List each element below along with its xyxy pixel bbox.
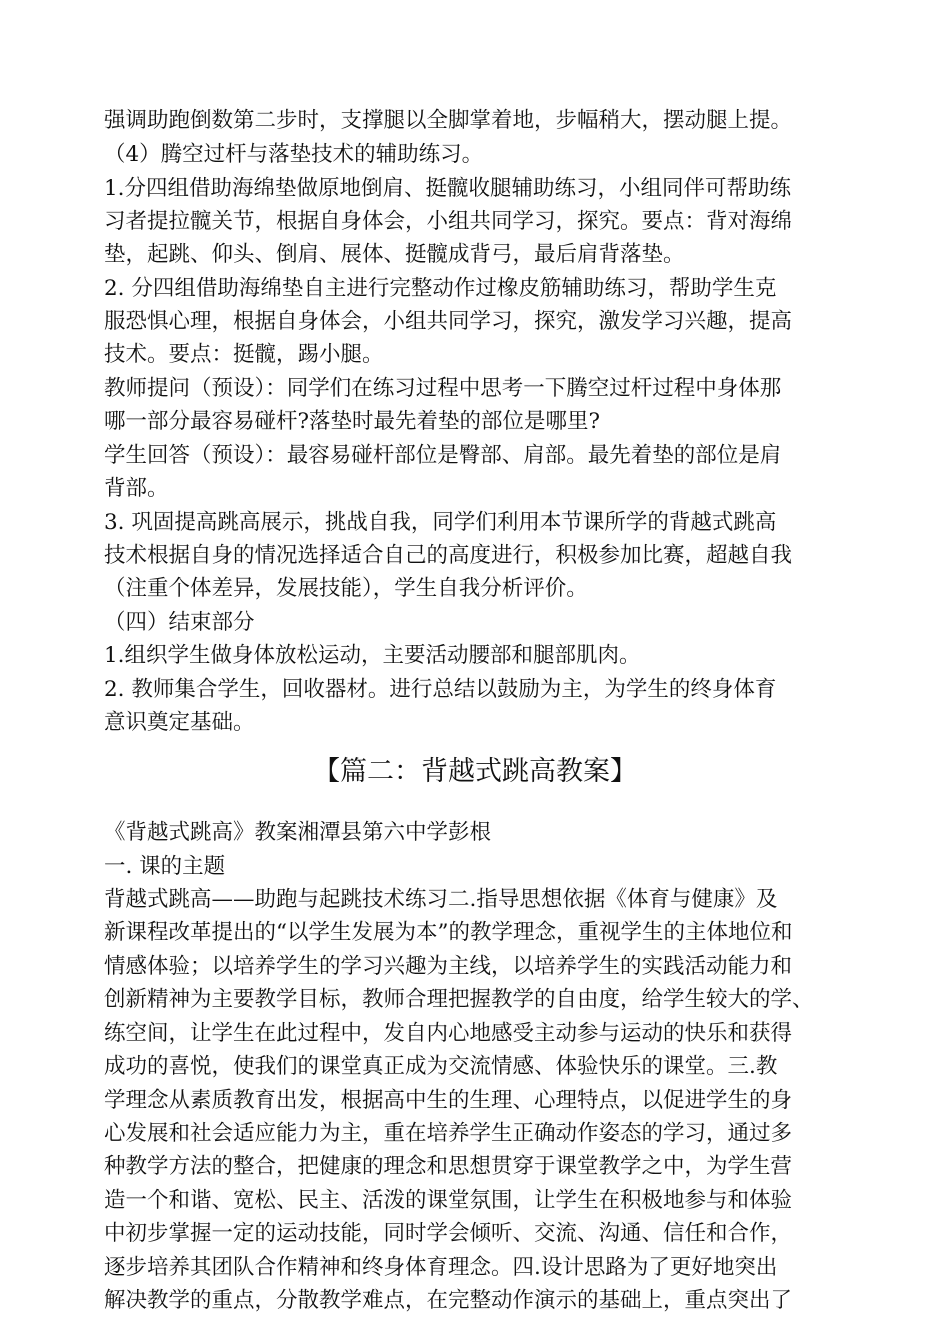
text-line: 强调助跑倒数第二步时，支撑腿以全脚掌着地，步幅稍大，摆动腿上提。 [104,108,793,133]
text-line: （4）腾空过杆与落垫技术的辅助练习。 [104,142,484,167]
text-line: 教师提问（预设）：同学们在练习过程中思考一下腾空过杆过程中身体那 [104,376,782,401]
text-line: 种教学方法的整合，把健康的理念和思想贯穿于课堂教学之中，为学生营 [104,1154,793,1179]
text-line: 成功的喜悦，使我们的课堂真正成为交流情感、体验快乐的课堂。三.教 [104,1054,778,1079]
text-line: 垫，起跳、仰头、倒肩、展体、挺髋成背弓，最后肩背落垫。 [104,242,685,267]
text-line: 造一个和谐、宽松、民主、活泼的课堂氛围，让学生在积极地参与和体验 [104,1188,793,1213]
text-line: 哪一部分最容易碰杆?落垫时最先着垫的部位是哪里? [104,409,601,434]
text-line: （注重个体差异，发展技能），学生自我分析评价。 [104,576,588,601]
text-line: （四）结束部分 [104,610,255,635]
section-heading: 【篇二：背越式跳高教案】 [313,756,637,787]
text-line: 新课程改革提出的“以学生发展为本”的教学理念，重视学生的主体地位和 [104,920,793,945]
text-line: 学生回答（预设）：最容易碰杆部位是臀部、肩部。最先着垫的部位是肩 [104,443,782,468]
text-line: 背越式跳高——助跑与起跳技术练习二.指导思想依据《体育与健康》及 [104,887,778,912]
text-line: 技术根据自身的情况选择适合自己的高度进行，积极参加比赛，超越自我 [104,543,793,568]
text-line: 情感体验；以培养学生的学习兴趣为主线，以培养学生的实践活动能力和 [104,954,793,979]
text-line: 习者提拉髋关节，根据自身体会，小组共同学习，探究。要点：背对海绵 [104,209,793,234]
text-line: 1.组织学生做身体放松运动，主要活动腰部和腿部肌肉。 [104,643,641,668]
text-line: 技术。要点：挺髋，踢小腿。 [104,342,384,367]
text-line: 解决教学的重点，分散教学难点，在完整动作演示的基础上，重点突出了 [104,1288,793,1313]
text-line: 2. 教师集合学生，回收器材。进行总结以鼓励为主，为学生的终身体育 [104,677,777,702]
text-line: 创新精神为主要教学目标，教师合理把握教学的自由度，给学生较大的学、 [104,987,814,1012]
text-line: 一. 课的主题 [104,854,226,879]
text-line: 意识奠定基础。 [104,710,255,735]
text-line: 练空间，让学生在此过程中，发自内心地感受主动参与运动的快乐和获得 [104,1021,793,1046]
text-line: 《背越式跳高》教案湘潭县第六中学彭根 [104,820,492,845]
text-line: 2. 分四组借助海绵垫自主进行完整动作过橡皮筋辅助练习，帮助学生克 [104,276,777,301]
text-line: 服恐惧心理，根据自身体会，小组共同学习，探究，激发学习兴趣，提高 [104,309,793,334]
text-line: 1.分四组借助海绵垫做原地倒肩、挺髋收腿辅助练习，小组同伴可帮助练 [104,176,792,201]
text-line: 逐步培养其团队合作精神和终身体育理念。四.设计思路为了更好地突出 [104,1255,778,1280]
text-line: 学理念从素质教育出发，根据高中生的生理、心理特点，以促进学生的身 [104,1088,793,1113]
text-line: 3. 巩固提高跳高展示，挑战自我，同学们利用本节课所学的背越式跳高 [104,510,777,535]
text-line: 中初步掌握一定的运动技能，同时学会倾听、交流、沟通、信任和合作， [104,1221,793,1246]
text-line: 心发展和社会适应能力为主，重在培养学生正确动作姿态的学习，通过多 [104,1121,793,1146]
text-line: 背部。 [104,476,169,501]
